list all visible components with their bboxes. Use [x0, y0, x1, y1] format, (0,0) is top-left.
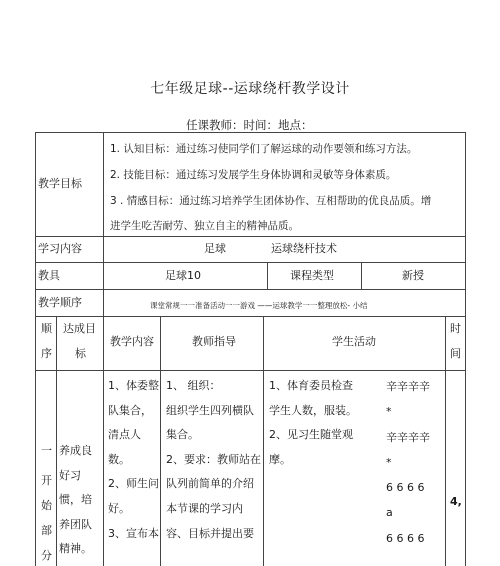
- section-activity-line: 学生人数，服装。: [269, 403, 357, 417]
- header-activity: 学生活动: [332, 335, 376, 348]
- section-activity: [269, 374, 357, 472]
- order-label: 教学顺序: [38, 296, 82, 309]
- section-goal-line: 养成良: [59, 444, 92, 457]
- course-type-value: 新授: [402, 269, 424, 282]
- section-guide-line: 集合。: [166, 428, 199, 442]
- formation-row: 辛辛辛辛: [386, 430, 430, 444]
- seq-char-3: 始: [41, 499, 52, 512]
- header-content: 教学内容: [110, 335, 154, 348]
- formation-diagram: [386, 374, 430, 551]
- section-content-line: 2、师生问: [108, 477, 159, 491]
- header-guide: 教师指导: [192, 335, 236, 348]
- goal-skill: 2. 技能目标：通过练习发展学生身体协调和灵敏等身体素质。: [110, 169, 397, 181]
- section-goal-line: 惯，培: [59, 493, 92, 507]
- equipment-label: 教具: [38, 269, 60, 282]
- content-value-skill: 运球绕杆技术: [271, 242, 337, 255]
- section-content-line: 3、宣布本: [108, 526, 159, 540]
- formation-marker: *: [386, 405, 392, 419]
- section-content-line: 队集合，: [108, 403, 152, 417]
- formation-row: 6 6 6 6: [386, 481, 425, 495]
- goal-cognitive: 1. 认知目标：通过练习使同学们了解运球的动作要领和练习方法。: [110, 143, 418, 155]
- section-guide-line: 容、目标并提出要: [166, 526, 254, 540]
- section-activity-line: 1、体育委员检查: [269, 379, 353, 392]
- course-type-label: 课程类型: [290, 269, 334, 282]
- section-content: [108, 374, 159, 546]
- section-goal-line: 好习: [59, 468, 81, 482]
- seq-char-5: 分: [41, 549, 52, 562]
- section-guide-line: 组织学生四列横队: [166, 403, 254, 417]
- section-time: 4,: [450, 495, 462, 508]
- goals-label: 教学目标: [38, 177, 82, 190]
- page-title: 七年级足球--运球绕杆教学设计: [150, 81, 350, 97]
- goal-emotion-cont: 进学生吃苦耐劳、独立自主的精神品质。: [110, 220, 299, 232]
- formation-row: 辛辛辛辛: [386, 380, 430, 393]
- content-label: 学习内容: [38, 242, 82, 255]
- section-guide-line: 本节课的学习内: [166, 501, 243, 515]
- header-time-2: 间: [450, 347, 461, 360]
- header-time-1: 时: [450, 322, 461, 335]
- section-goal: [59, 439, 92, 562]
- document-subtitle: 任课教师：时间：地点：: [186, 118, 313, 132]
- section-content-line: 好。: [108, 501, 130, 515]
- formation-row: 6 6 6 6: [386, 531, 425, 545]
- section-guide-line: 1、 组织：: [166, 379, 221, 392]
- content-value-football: 足球: [204, 242, 226, 255]
- formation-marker: *: [386, 455, 392, 469]
- equipment-value: 足球10: [165, 269, 201, 282]
- header-seq-2: 序: [41, 347, 52, 360]
- seq-char-4: 部: [41, 524, 52, 537]
- section-activity-line: 2、见习生随堂观: [269, 428, 353, 442]
- formation-marker: a: [386, 506, 393, 520]
- section-activity-line: 摩。: [269, 452, 291, 466]
- section-guide-line: 队列前简单的介绍: [166, 477, 254, 491]
- section-content-line: 数。: [108, 452, 130, 466]
- seq-char-1: 一: [41, 444, 52, 457]
- goal-emotion: 3 . 情感目标：通过练习培养学生团体协作、互相帮助的优良品质。增: [110, 195, 432, 207]
- section-goal-line: 精神。: [59, 542, 92, 556]
- section-goal-line: 养团队: [59, 517, 92, 531]
- seq-char-2: 开: [41, 474, 52, 487]
- header-goal-1: 达成目: [63, 322, 96, 335]
- header-seq-1: 顺: [41, 322, 52, 335]
- section-content-line: 清点人: [108, 428, 141, 442]
- section-content-line: 1、体委整: [108, 379, 159, 392]
- order-value: 课堂常规一一准备活动一一游戏 ——运球教学一一整理放松- 小结: [150, 301, 368, 310]
- header-goal-2: 标: [75, 347, 86, 360]
- section-guide-line: 2、要求：教师站在: [166, 452, 261, 466]
- section-guide: [166, 374, 261, 546]
